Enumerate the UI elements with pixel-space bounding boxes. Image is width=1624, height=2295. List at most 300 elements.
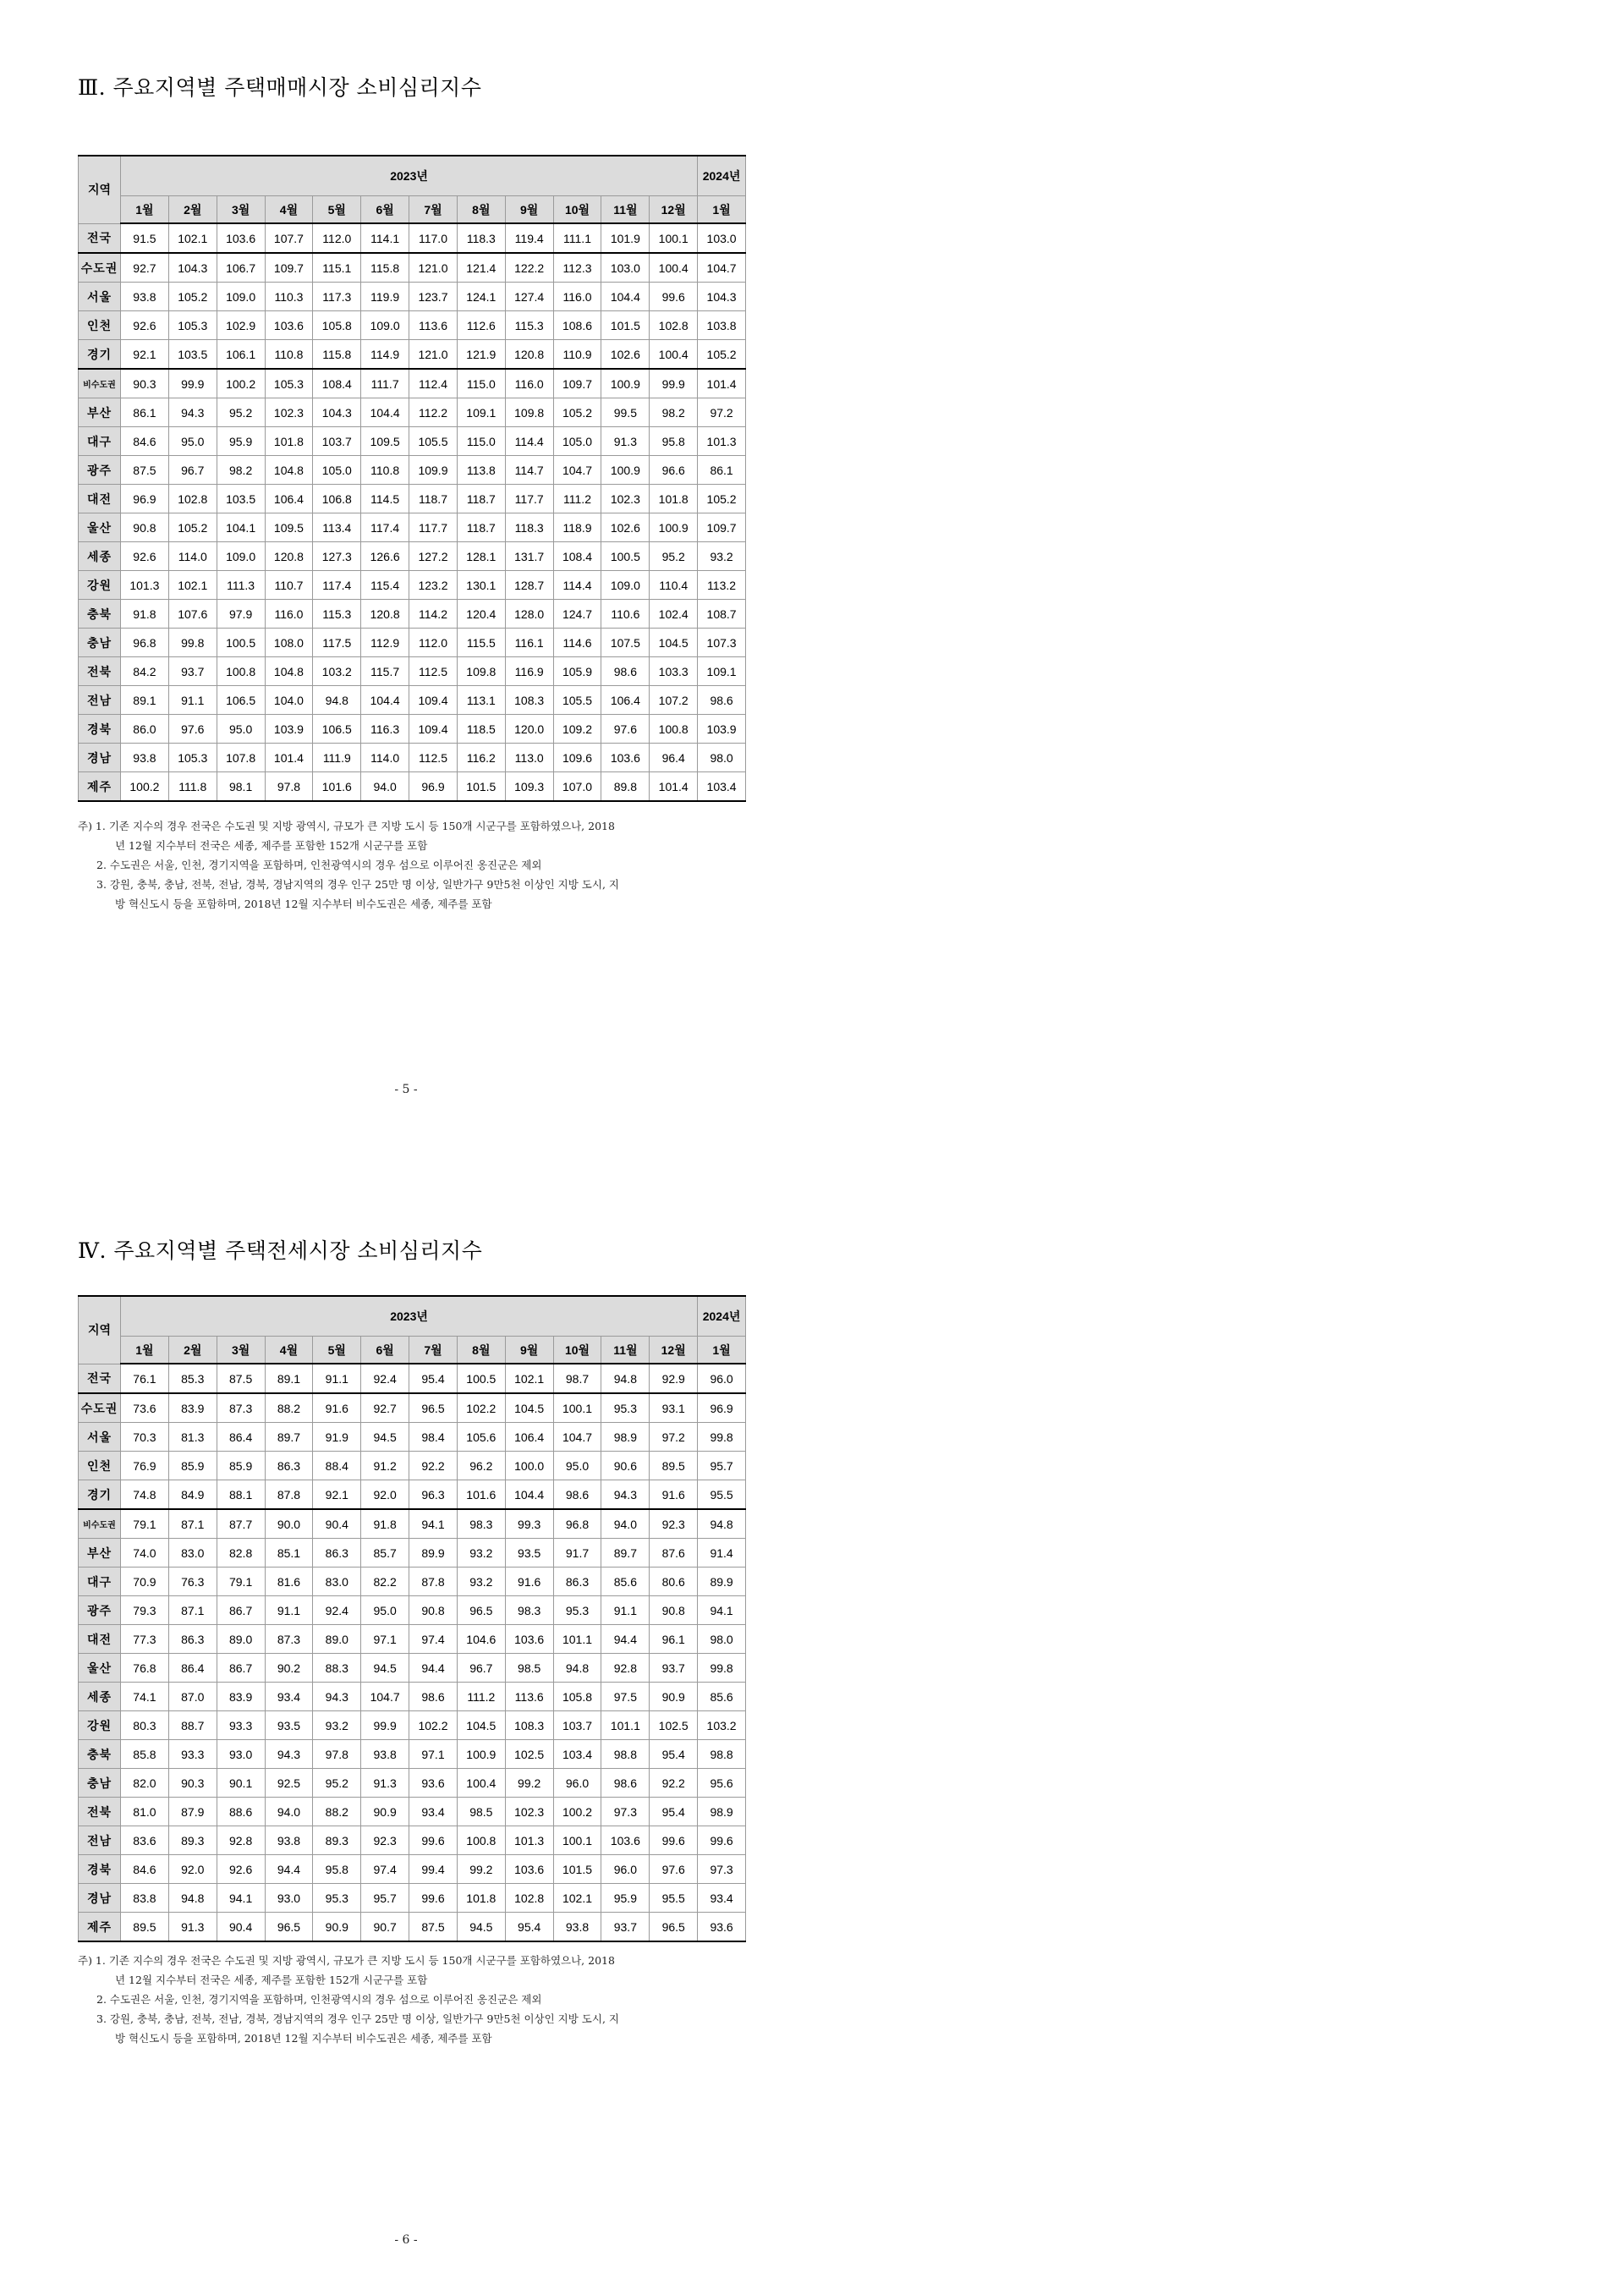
- value-cell: 93.3: [217, 1711, 265, 1740]
- table-row: [79, 744, 746, 772]
- value-cell: 86.1: [698, 456, 746, 485]
- value-cell: 103.6: [601, 1826, 650, 1855]
- month-header: 3월: [217, 196, 265, 224]
- value-cell: 94.4: [409, 1654, 458, 1683]
- value-cell: 107.6: [168, 600, 217, 629]
- table-row: [79, 456, 746, 485]
- month-header: 11월: [601, 196, 650, 224]
- section-title: Ⅲ. 주요지역별 주택매매시장 소비심리지수: [78, 75, 482, 100]
- value-cell: 90.8: [409, 1596, 458, 1625]
- footnotes: [78, 816, 746, 914]
- region-cell: 경북: [79, 1855, 121, 1884]
- value-cell: 74.1: [121, 1683, 169, 1711]
- month-header: 10월: [553, 196, 601, 224]
- value-cell: 93.6: [409, 1769, 458, 1798]
- value-cell: 100.4: [457, 1769, 505, 1798]
- value-cell: 80.3: [121, 1711, 169, 1740]
- value-cell: 95.9: [601, 1884, 650, 1913]
- value-cell: 113.4: [313, 513, 361, 542]
- value-cell: 92.3: [650, 1509, 698, 1539]
- value-cell: 100.8: [217, 657, 265, 686]
- value-cell: 82.2: [361, 1568, 409, 1596]
- value-cell: 92.1: [313, 1480, 361, 1510]
- value-cell: 105.8: [553, 1683, 601, 1711]
- value-cell: 90.9: [313, 1913, 361, 1942]
- value-cell: 127.3: [313, 542, 361, 571]
- value-cell: 110.3: [265, 283, 313, 311]
- value-cell: 113.1: [457, 686, 505, 715]
- value-cell: 117.7: [409, 513, 458, 542]
- value-cell: 98.0: [698, 744, 746, 772]
- value-cell: 87.6: [650, 1539, 698, 1568]
- value-cell: 95.0: [361, 1596, 409, 1625]
- value-cell: 114.1: [361, 223, 409, 253]
- value-cell: 104.6: [457, 1625, 505, 1654]
- value-cell: 110.9: [553, 340, 601, 370]
- value-cell: 89.0: [313, 1625, 361, 1654]
- value-cell: 94.5: [457, 1913, 505, 1942]
- value-cell: 103.0: [698, 223, 746, 253]
- value-cell: 110.7: [265, 571, 313, 600]
- value-cell: 109.6: [553, 744, 601, 772]
- value-cell: 110.8: [361, 456, 409, 485]
- value-cell: 95.7: [361, 1884, 409, 1913]
- value-cell: 128.7: [505, 571, 553, 600]
- year-2024-header: 2024년: [698, 156, 746, 196]
- value-cell: 76.1: [121, 1364, 169, 1393]
- value-cell: 111.7: [361, 369, 409, 398]
- value-cell: 103.2: [698, 1711, 746, 1740]
- value-cell: 99.6: [698, 1826, 746, 1855]
- value-cell: 99.8: [698, 1654, 746, 1683]
- region-cell: 수도권: [79, 253, 121, 283]
- value-cell: 87.3: [217, 1393, 265, 1423]
- value-cell: 93.2: [457, 1568, 505, 1596]
- value-cell: 87.8: [265, 1480, 313, 1510]
- value-cell: 104.4: [361, 686, 409, 715]
- value-cell: 100.9: [601, 369, 650, 398]
- value-cell: 86.3: [168, 1625, 217, 1654]
- value-cell: 100.9: [601, 456, 650, 485]
- value-cell: 106.4: [505, 1423, 553, 1452]
- table-row: [79, 223, 746, 253]
- region-cell: 울산: [79, 1654, 121, 1683]
- value-cell: 118.3: [457, 223, 505, 253]
- value-cell: 106.4: [601, 686, 650, 715]
- table-row: [79, 1423, 746, 1452]
- value-cell: 95.3: [553, 1596, 601, 1625]
- value-cell: 105.0: [553, 427, 601, 456]
- value-cell: 108.0: [265, 629, 313, 657]
- value-cell: 87.1: [168, 1596, 217, 1625]
- value-cell: 111.2: [553, 485, 601, 513]
- value-cell: 106.5: [217, 686, 265, 715]
- value-cell: 93.3: [168, 1740, 217, 1769]
- value-cell: 96.9: [409, 772, 458, 802]
- value-cell: 108.6: [553, 311, 601, 340]
- value-cell: 81.3: [168, 1423, 217, 1452]
- footnote-line: 2. 수도권은 서울, 인천, 경기지역을 포함하며, 인천광역시의 경우 섬으로 이루어진 옹진군은 제외: [96, 1993, 542, 2006]
- month-header: 3월: [217, 1337, 265, 1364]
- value-cell: 91.2: [361, 1452, 409, 1480]
- value-cell: 91.1: [168, 686, 217, 715]
- value-cell: 95.8: [650, 427, 698, 456]
- value-cell: 92.7: [361, 1393, 409, 1423]
- value-cell: 96.4: [650, 744, 698, 772]
- value-cell: 98.0: [698, 1625, 746, 1654]
- value-cell: 113.8: [457, 456, 505, 485]
- value-cell: 92.5: [265, 1769, 313, 1798]
- table-row: [79, 283, 746, 311]
- value-cell: 105.8: [313, 311, 361, 340]
- value-cell: 85.6: [698, 1683, 746, 1711]
- value-cell: 120.4: [457, 600, 505, 629]
- value-cell: 117.0: [409, 223, 458, 253]
- value-cell: 100.1: [553, 1826, 601, 1855]
- region-cell: 전북: [79, 657, 121, 686]
- value-cell: 99.6: [650, 1826, 698, 1855]
- value-cell: 104.3: [698, 283, 746, 311]
- value-cell: 80.6: [650, 1568, 698, 1596]
- value-cell: 114.2: [409, 600, 458, 629]
- value-cell: 103.5: [217, 485, 265, 513]
- value-cell: 105.6: [457, 1423, 505, 1452]
- value-cell: 100.4: [650, 253, 698, 283]
- value-cell: 109.7: [698, 513, 746, 542]
- value-cell: 99.6: [650, 283, 698, 311]
- value-cell: 94.1: [217, 1884, 265, 1913]
- value-cell: 115.4: [361, 571, 409, 600]
- value-cell: 91.5: [121, 223, 169, 253]
- value-cell: 92.4: [361, 1364, 409, 1393]
- table-row: [79, 427, 746, 456]
- jeonse-index-table: [78, 1295, 746, 1942]
- value-cell: 81.0: [121, 1798, 169, 1826]
- value-cell: 94.4: [265, 1855, 313, 1884]
- value-cell: 94.8: [553, 1654, 601, 1683]
- value-cell: 106.5: [313, 715, 361, 744]
- table-row: [79, 398, 746, 427]
- value-cell: 115.3: [313, 600, 361, 629]
- value-cell: 99.3: [505, 1509, 553, 1539]
- value-cell: 77.3: [121, 1625, 169, 1654]
- value-cell: 102.8: [505, 1884, 553, 1913]
- value-cell: 97.2: [698, 398, 746, 427]
- month-header: 1월: [698, 196, 746, 224]
- value-cell: 88.2: [313, 1798, 361, 1826]
- value-cell: 88.7: [168, 1711, 217, 1740]
- value-cell: 96.6: [650, 456, 698, 485]
- value-cell: 85.6: [601, 1568, 650, 1596]
- value-cell: 109.4: [409, 686, 458, 715]
- value-cell: 96.5: [409, 1393, 458, 1423]
- year-2023-header: 2023년: [121, 1296, 698, 1337]
- value-cell: 119.9: [361, 283, 409, 311]
- region-cell: 인천: [79, 311, 121, 340]
- value-cell: 102.3: [601, 485, 650, 513]
- value-cell: 101.9: [601, 223, 650, 253]
- value-cell: 91.8: [361, 1509, 409, 1539]
- value-cell: 93.7: [650, 1654, 698, 1683]
- region-cell: 충북: [79, 1740, 121, 1769]
- value-cell: 87.3: [265, 1625, 313, 1654]
- value-cell: 104.8: [265, 456, 313, 485]
- value-cell: 115.0: [457, 427, 505, 456]
- value-cell: 82.8: [217, 1539, 265, 1568]
- value-cell: 90.0: [265, 1509, 313, 1539]
- value-cell: 95.6: [698, 1769, 746, 1798]
- footnote-line: 방 혁신도시 등을 포함하며, 2018년 12월 지수부터 비수도권은 세종, 제주를 포함: [115, 2032, 492, 2045]
- value-cell: 92.0: [361, 1480, 409, 1510]
- value-cell: 91.3: [601, 427, 650, 456]
- value-cell: 93.8: [121, 283, 169, 311]
- value-cell: 118.5: [457, 715, 505, 744]
- value-cell: 82.0: [121, 1769, 169, 1798]
- value-cell: 97.3: [601, 1798, 650, 1826]
- value-cell: 92.6: [121, 542, 169, 571]
- value-cell: 103.4: [553, 1740, 601, 1769]
- table-row: [79, 1711, 746, 1740]
- value-cell: 101.4: [698, 369, 746, 398]
- value-cell: 90.8: [650, 1596, 698, 1625]
- value-cell: 109.2: [553, 715, 601, 744]
- value-cell: 98.8: [601, 1740, 650, 1769]
- value-cell: 102.1: [553, 1884, 601, 1913]
- sales-index-table: [78, 155, 746, 802]
- value-cell: 85.9: [168, 1452, 217, 1480]
- value-cell: 109.5: [361, 427, 409, 456]
- value-cell: 109.1: [457, 398, 505, 427]
- month-header: 8월: [457, 196, 505, 224]
- table-row: [79, 485, 746, 513]
- value-cell: 70.3: [121, 1423, 169, 1452]
- value-cell: 107.2: [650, 686, 698, 715]
- value-cell: 84.2: [121, 657, 169, 686]
- month-header: 1월: [121, 1337, 169, 1364]
- value-cell: 109.0: [601, 571, 650, 600]
- value-cell: 105.2: [553, 398, 601, 427]
- value-cell: 93.0: [265, 1884, 313, 1913]
- value-cell: 98.2: [650, 398, 698, 427]
- month-header: 1월: [121, 196, 169, 224]
- region-cell: 강원: [79, 1711, 121, 1740]
- value-cell: 89.8: [601, 772, 650, 802]
- value-cell: 93.8: [121, 744, 169, 772]
- footnote-line: 주) 1. 기존 지수의 경우 전국은 수도권 및 지방 광역시, 규모가 큰 지방 도시 등 150개 시군구를 포함하였으나, 2018: [78, 1954, 615, 1967]
- value-cell: 118.9: [553, 513, 601, 542]
- table-row: [79, 1884, 746, 1913]
- value-cell: 116.0: [505, 369, 553, 398]
- value-cell: 83.8: [121, 1884, 169, 1913]
- value-cell: 127.4: [505, 283, 553, 311]
- value-cell: 79.1: [121, 1509, 169, 1539]
- value-cell: 99.9: [168, 369, 217, 398]
- value-cell: 115.7: [361, 657, 409, 686]
- value-cell: 102.1: [168, 223, 217, 253]
- page-5: [0, 0, 1624, 1147]
- value-cell: 100.1: [650, 223, 698, 253]
- value-cell: 115.5: [457, 629, 505, 657]
- value-cell: 103.4: [698, 772, 746, 802]
- region-cell: 부산: [79, 398, 121, 427]
- value-cell: 116.1: [505, 629, 553, 657]
- value-cell: 93.5: [265, 1711, 313, 1740]
- table-row: [79, 1769, 746, 1798]
- value-cell: 95.4: [650, 1798, 698, 1826]
- value-cell: 84.6: [121, 1855, 169, 1884]
- value-cell: 99.9: [361, 1711, 409, 1740]
- value-cell: 103.3: [650, 657, 698, 686]
- value-cell: 87.0: [168, 1683, 217, 1711]
- value-cell: 84.6: [121, 427, 169, 456]
- region-cell: 대구: [79, 1568, 121, 1596]
- value-cell: 81.6: [265, 1568, 313, 1596]
- table-row: [79, 1596, 746, 1625]
- value-cell: 93.5: [505, 1539, 553, 1568]
- value-cell: 123.2: [409, 571, 458, 600]
- value-cell: 109.8: [457, 657, 505, 686]
- table-row: [79, 1740, 746, 1769]
- region-cell: 강원: [79, 571, 121, 600]
- region-cell: 충북: [79, 600, 121, 629]
- value-cell: 104.0: [265, 686, 313, 715]
- value-cell: 87.5: [217, 1364, 265, 1393]
- value-cell: 104.4: [361, 398, 409, 427]
- value-cell: 100.2: [553, 1798, 601, 1826]
- value-cell: 93.8: [553, 1913, 601, 1942]
- value-cell: 98.8: [698, 1740, 746, 1769]
- value-cell: 116.9: [505, 657, 553, 686]
- value-cell: 96.7: [457, 1654, 505, 1683]
- value-cell: 97.6: [168, 715, 217, 744]
- value-cell: 98.7: [553, 1364, 601, 1393]
- value-cell: 105.5: [409, 427, 458, 456]
- value-cell: 90.8: [121, 513, 169, 542]
- value-cell: 76.9: [121, 1452, 169, 1480]
- value-cell: 111.3: [217, 571, 265, 600]
- value-cell: 93.2: [313, 1711, 361, 1740]
- value-cell: 95.5: [650, 1884, 698, 1913]
- value-cell: 97.3: [698, 1855, 746, 1884]
- value-cell: 95.3: [601, 1393, 650, 1423]
- value-cell: 99.6: [409, 1826, 458, 1855]
- value-cell: 102.3: [505, 1798, 553, 1826]
- value-cell: 114.4: [553, 571, 601, 600]
- value-cell: 117.7: [505, 485, 553, 513]
- value-cell: 120.8: [265, 542, 313, 571]
- table-row: [79, 340, 746, 370]
- value-cell: 105.3: [168, 744, 217, 772]
- month-header: 7월: [409, 196, 458, 224]
- value-cell: 115.8: [361, 253, 409, 283]
- value-cell: 105.9: [553, 657, 601, 686]
- table-row: [79, 1393, 746, 1423]
- value-cell: 105.3: [168, 311, 217, 340]
- value-cell: 98.9: [601, 1423, 650, 1452]
- value-cell: 100.2: [217, 369, 265, 398]
- value-cell: 112.5: [409, 744, 458, 772]
- value-cell: 99.2: [505, 1769, 553, 1798]
- footnote-line: 2. 수도권은 서울, 인천, 경기지역을 포함하며, 인천광역시의 경우 섬으로 이루어진 옹진군은 제외: [96, 859, 542, 871]
- value-cell: 90.3: [121, 369, 169, 398]
- value-cell: 101.4: [265, 744, 313, 772]
- value-cell: 108.3: [505, 686, 553, 715]
- value-cell: 109.8: [505, 398, 553, 427]
- region-cell: 대전: [79, 1625, 121, 1654]
- value-cell: 92.9: [650, 1364, 698, 1393]
- value-cell: 76.8: [121, 1654, 169, 1683]
- value-cell: 103.6: [505, 1855, 553, 1884]
- value-cell: 102.2: [457, 1393, 505, 1423]
- value-cell: 107.8: [217, 744, 265, 772]
- value-cell: 79.3: [121, 1596, 169, 1625]
- value-cell: 74.8: [121, 1480, 169, 1510]
- value-cell: 116.0: [553, 283, 601, 311]
- value-cell: 98.6: [698, 686, 746, 715]
- value-cell: 104.1: [217, 513, 265, 542]
- region-cell: 전남: [79, 1826, 121, 1855]
- value-cell: 96.0: [698, 1364, 746, 1393]
- region-cell: 대전: [79, 485, 121, 513]
- value-cell: 93.7: [168, 657, 217, 686]
- value-cell: 131.7: [505, 542, 553, 571]
- month-header: 12월: [650, 196, 698, 224]
- table-row: [79, 253, 746, 283]
- value-cell: 94.8: [313, 686, 361, 715]
- value-cell: 88.1: [217, 1480, 265, 1510]
- value-cell: 102.3: [265, 398, 313, 427]
- value-cell: 91.6: [505, 1568, 553, 1596]
- value-cell: 105.2: [698, 340, 746, 370]
- month-header: 1월: [698, 1337, 746, 1364]
- value-cell: 114.4: [505, 427, 553, 456]
- value-cell: 83.0: [313, 1568, 361, 1596]
- table-row: [79, 600, 746, 629]
- value-cell: 89.9: [409, 1539, 458, 1568]
- value-cell: 124.7: [553, 600, 601, 629]
- month-header: 4월: [265, 1337, 313, 1364]
- value-cell: 100.2: [121, 772, 169, 802]
- value-cell: 88.3: [313, 1654, 361, 1683]
- value-cell: 96.0: [553, 1769, 601, 1798]
- region-cell: 울산: [79, 513, 121, 542]
- value-cell: 115.1: [313, 253, 361, 283]
- region-cell: 경북: [79, 715, 121, 744]
- value-cell: 112.9: [361, 629, 409, 657]
- value-cell: 89.0: [217, 1625, 265, 1654]
- value-cell: 91.6: [313, 1393, 361, 1423]
- value-cell: 114.9: [361, 340, 409, 370]
- value-cell: 94.8: [168, 1884, 217, 1913]
- table-row: [79, 1855, 746, 1884]
- value-cell: 98.5: [457, 1798, 505, 1826]
- value-cell: 102.6: [601, 340, 650, 370]
- value-cell: 99.5: [601, 398, 650, 427]
- value-cell: 97.5: [601, 1683, 650, 1711]
- region-cell: 수도권: [79, 1393, 121, 1423]
- value-cell: 100.5: [217, 629, 265, 657]
- value-cell: 94.3: [168, 398, 217, 427]
- footnote: [78, 1990, 746, 2009]
- value-cell: 94.5: [361, 1423, 409, 1452]
- table-row: [79, 1539, 746, 1568]
- region-cell: 전국: [79, 1364, 121, 1393]
- value-cell: 90.7: [361, 1913, 409, 1942]
- value-cell: 103.7: [313, 427, 361, 456]
- value-cell: 109.1: [698, 657, 746, 686]
- value-cell: 100.4: [650, 340, 698, 370]
- value-cell: 120.8: [361, 600, 409, 629]
